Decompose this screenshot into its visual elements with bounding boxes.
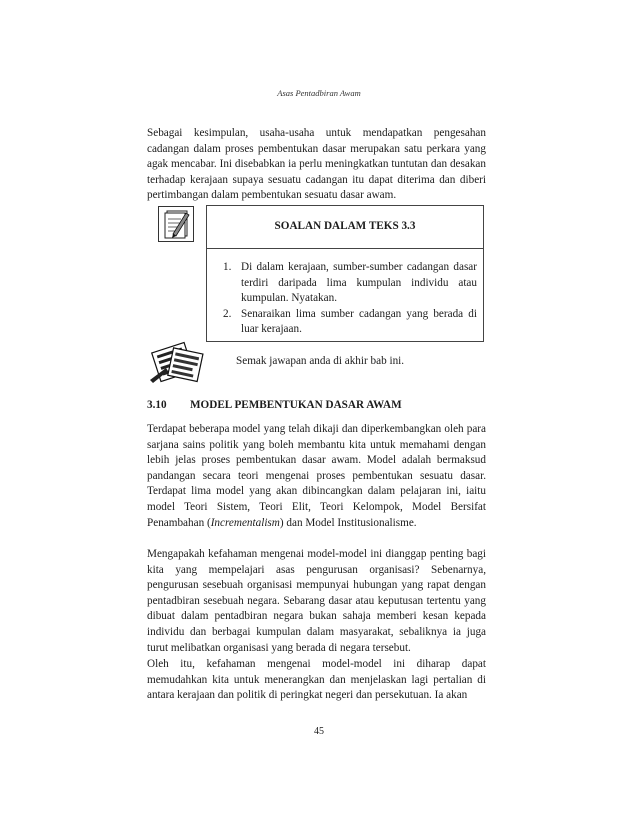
question-item (223, 307, 477, 338)
running-header: Asas Pentadbiran Awam (277, 88, 361, 98)
question-box (206, 205, 484, 342)
question-list (223, 260, 477, 338)
paragraph-1-text: Terdapat beberapa model yang telah dikaji dan diperkembangkan oleh para sarjana sains politik yang boleh membantu kita untuk memahami dengan lebih jelas proses pembentukan dasar awam. Model adalah bermaksud pandangan secara teori mengenai proses pembentukan sesuatu dasar. Terdapat lima model yang akan dibincangkan dalam pelajaran ini, iaitu model Teori Sistem, Teori Elit, Teori Kelompok, Model Bersifat Penambahan ( (147, 423, 486, 529)
paragraph-1-text-end: ) dan Model Institusionalisme. (279, 516, 417, 529)
intro-paragraph: Sebagai kesimpulan, usaha-usaha untuk mendapatkan pengesahan cadangan dalam proses pembentukan dasar merupakan satu perkara yang agak mencabar. Ini disebabkan ia perlu meningkatkan tuntutan dan desakan terhadap kerajaan supaya sesuatu cadangan itu dapat diterima dan diberi pertimbangan dalam pembentukan sesuatu dasar awam. (147, 127, 486, 202)
section-number: 3.10 (147, 399, 167, 411)
section-heading (147, 399, 402, 411)
notepad-pencil-icon (158, 206, 194, 242)
answer-check-note: Semak jawapan anda di akhir bab ini. (236, 355, 405, 367)
question-box-divider (207, 248, 483, 249)
question-text: Senaraikan lima sumber cadangan yang berada di luar kerajaan. (241, 307, 477, 336)
question-item (223, 260, 477, 307)
question-box-title: SOALAN DALAM TEKS 3.3 (274, 220, 416, 232)
body-paragraph-2: Mengapakah kefahaman mengenai model-model ini dianggap penting bagi kita yang mempelajari asas pengurusan organisasi? Sebenarnya, pengurusan sesebuah organisasi mempunyai hubungan yang rapat dengan pentadbiran sesebuah negara. Sebarang dasar atau keputusan tertentu yang dibuat dalam pentadbiran negara bukan sahaja memberi kesan kepada individu dan berbagai kumpulan dalam masyarakat, sebaliknya ia juga turut melibatkan organisasi yang berada di negara tersebut. (147, 548, 486, 654)
body-paragraph-3: Oleh itu, kefahaman mengenai model-model ini diharap dapat memudahkan kita untuk menerangkan dan menjelaskan lagi pertalian di antara kerajaan dan politik di peringkat negeri dan persekutuan. Ia akan (147, 658, 486, 702)
question-number: 2. (223, 307, 232, 320)
body-paragraph-1 (147, 422, 486, 531)
page-number: 45 (314, 726, 324, 737)
question-text: Di dalam kerajaan, sumber-sumber cadangan dasar terdiri daripada lima kumpulan individu atau kumpulan. Nyatakan. (241, 261, 477, 305)
incrementalism-term: Incrementalism (210, 516, 280, 529)
answer-papers-icon (146, 340, 206, 386)
question-number: 1. (223, 261, 232, 273)
section-title: MODEL PEMBENTUKAN DASAR AWAM (190, 399, 402, 411)
